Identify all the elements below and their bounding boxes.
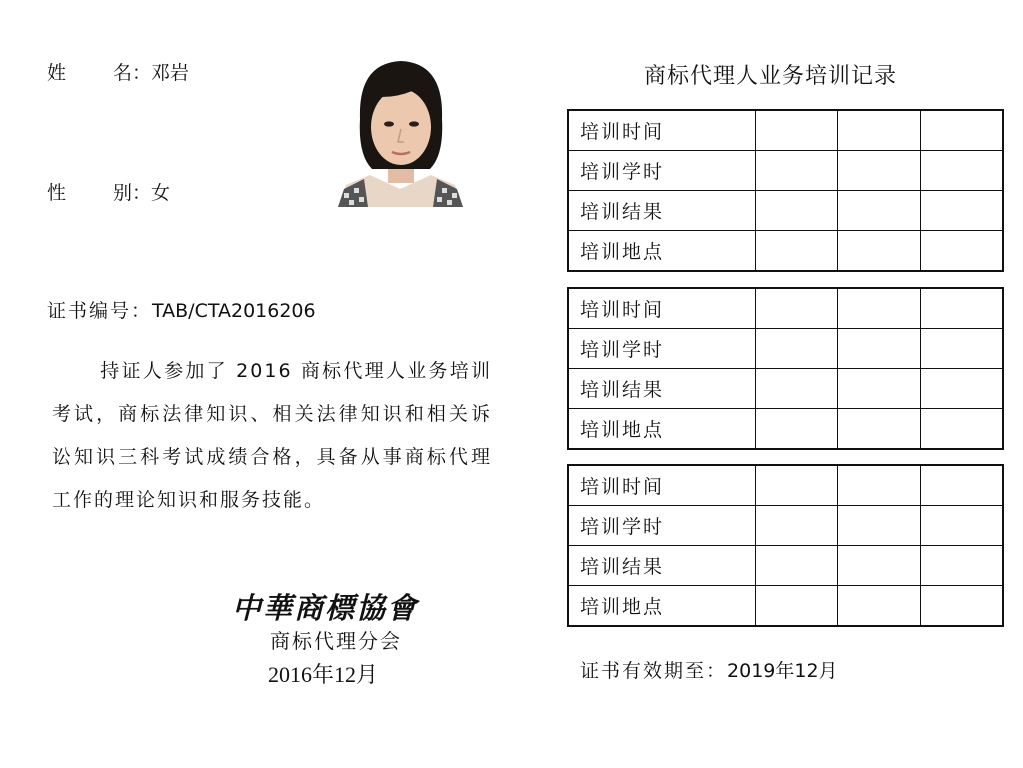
table-row <box>568 329 1003 369</box>
validity-label: 证书有效期至： <box>580 660 728 682</box>
table-row <box>568 231 1003 272</box>
gender-label-2: 别： <box>113 182 152 204</box>
issuer-branch: 商标代理分会 <box>270 631 402 653</box>
row-label-training-location: 培训地点 <box>568 586 755 627</box>
name-field <box>47 58 189 85</box>
cert-number <box>47 296 316 323</box>
name-label-1: 姓 <box>47 62 67 84</box>
table-row <box>568 546 1003 586</box>
table-row <box>568 586 1003 627</box>
name-value: 邓岩 <box>151 62 190 84</box>
row-label-training-time: 培训时间 <box>568 465 755 506</box>
cert-number-label: 证书编号： <box>47 300 153 322</box>
issue-date: 2016年12月 <box>268 662 379 687</box>
table-row <box>568 369 1003 409</box>
table-row <box>568 506 1003 546</box>
row-label-training-location: 培训地点 <box>568 409 755 450</box>
row-label-training-hours: 培训学时 <box>568 506 755 546</box>
table-row <box>568 151 1003 191</box>
training-record-table-1 <box>567 109 1004 272</box>
table-row <box>568 288 1003 329</box>
training-record-table-3 <box>567 464 1004 627</box>
row-label-training-result: 培训结果 <box>568 546 755 586</box>
row-label-training-hours: 培训学时 <box>568 329 755 369</box>
row-label-training-location: 培训地点 <box>568 231 755 272</box>
certificate-statement <box>52 350 492 522</box>
table-row <box>568 465 1003 506</box>
gender-label-1: 性 <box>47 182 67 204</box>
holder-photo <box>338 57 463 207</box>
table-row <box>568 110 1003 151</box>
cert-number-value: TAB/CTA2016206 <box>152 300 316 322</box>
issuer-calligraphy-seal: 中華商標協會 <box>232 591 419 625</box>
training-record-table-2 <box>567 287 1004 450</box>
training-record-title: 商标代理人业务培训记录 <box>644 64 898 89</box>
row-label-training-result: 培训结果 <box>568 191 755 231</box>
name-label-2: 名： <box>113 62 152 84</box>
validity-line <box>580 656 838 683</box>
gender-field <box>47 178 170 205</box>
gender-value: 女 <box>151 182 171 204</box>
statement-text: 持证人参加了 2016 商标代理人业务培训考试，商标法律知识、相关法律知识和相关诉讼知识三科考试成绩合格，具备从事商标代理工作的理论知识和服务技能。 <box>52 360 492 511</box>
row-label-training-hours: 培训学时 <box>568 151 755 191</box>
row-label-training-time: 培训时间 <box>568 110 755 151</box>
row-label-training-result: 培训结果 <box>568 369 755 409</box>
table-row <box>568 191 1003 231</box>
table-row <box>568 409 1003 450</box>
row-label-training-time: 培训时间 <box>568 288 755 329</box>
validity-value: 2019年12月 <box>727 660 838 682</box>
